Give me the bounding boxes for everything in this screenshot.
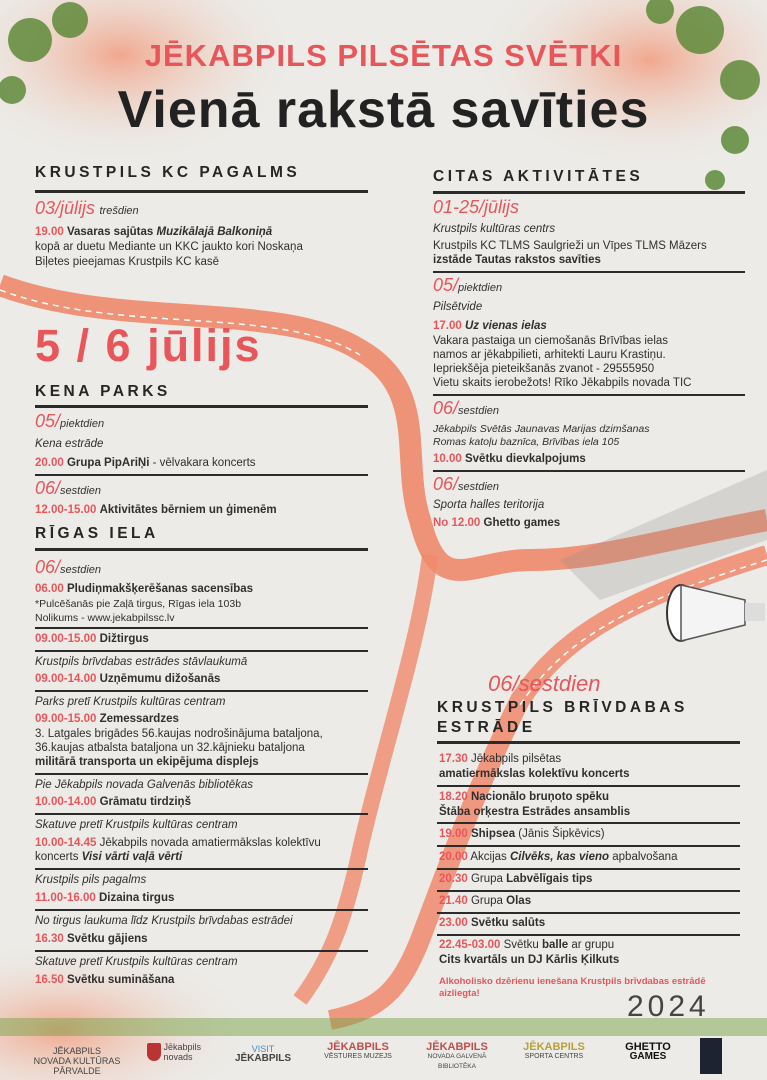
year: 2024 xyxy=(627,990,710,1023)
rigas-e5-place: Pie Jēkabpils novada Galvenās bibliotēkas xyxy=(35,779,253,791)
estrade-e8: 22.45-03.00 Svētku balle ar grupu xyxy=(439,939,615,951)
citas-d3-event: 10.00 Svētku dievkalpojums xyxy=(433,453,586,465)
estrade-e1: 17.30 Jēkabpils pilsētas xyxy=(439,753,562,765)
divider xyxy=(35,690,368,692)
divider xyxy=(35,627,368,629)
estrade-date: 06/sestdien xyxy=(488,671,601,696)
estrade-e4: 20.00 Akcijas Cilvēks, kas vieno apbalvošana xyxy=(439,851,678,863)
section-title-citas: CITAS AKTIVITĀTES xyxy=(433,168,644,185)
estrade-e6: 21.40 Grupa Olas xyxy=(439,895,532,907)
kena-d2-event: 12.00-15.00 Aktivitātes bērniem un ģimenēm xyxy=(35,504,277,516)
divider xyxy=(437,822,740,824)
estrade-title-1: KRUSTPILS BRĪVDABAS xyxy=(437,699,688,716)
kena-d1-place: Kena estrāde xyxy=(35,438,104,450)
divider xyxy=(437,785,740,787)
divider xyxy=(35,474,368,476)
logo-ghetto-games: GHETTO GAMES xyxy=(625,1041,671,1062)
coat-of-arms-icon xyxy=(147,1043,161,1061)
rigas-date: 06/sestdien xyxy=(35,557,102,577)
citas-d2-l3: namos ar jēkabpilieti, arhitekti Lauru Krastiņu. xyxy=(433,349,666,361)
logo-jekabpils-novads: Jēkabpils novads xyxy=(134,1042,214,1062)
rigas-e1-l3: Nolikums - www.jekabpilssc.lv xyxy=(35,612,175,624)
rigas-e4-l3: 36.kaujas atbalsta bataljona un 32.kājnieku bataljona xyxy=(35,742,305,754)
rigas-e1-l2: *Pulcēšanās pie Zaļā tirgus, Rīgas iela 103b xyxy=(35,598,242,610)
rigas-e4-l4: militārā transporta un ekipējuma displejs xyxy=(35,756,259,768)
estrade-e1-l2: amatiermākslas kolektīvu koncerts xyxy=(439,768,630,780)
divider xyxy=(35,868,368,870)
divider xyxy=(433,271,745,273)
divider xyxy=(437,934,740,936)
rigas-e3-place: Krustpils brīvdabas estrādes stāvlaukumā xyxy=(35,656,248,668)
rigas-e7: 11.00-16.00 Dizaina tirgus xyxy=(35,892,175,904)
estrade-e2: 18.20 Nacionālo bruņoto spēku xyxy=(439,791,609,803)
citas-d4-place: Sporta halles teritorija xyxy=(433,499,545,511)
citas-d2-l2: Vakara pastaiga un ciemošanās Brīvības ielas xyxy=(433,335,669,347)
rigas-e8-place: No tirgus laukuma līdz Krustpils brīvdabas estrādei xyxy=(35,915,293,927)
logo-sporta-centrs: JĒKABPILS SPORTA CENTRS xyxy=(523,1041,585,1060)
warning-line-2: aizliegta! xyxy=(439,988,480,999)
divider xyxy=(437,741,740,744)
citas-d2-l5: Vietu skaits ierobežots! Rīko Jēkabpils novada TIC xyxy=(433,377,692,389)
rigas-e4: 09.00-15.00 Zemessardzes xyxy=(35,713,179,725)
logo-vestures-muzejs: JĒKABPILS VĒSTURES MUZEJS xyxy=(324,1041,392,1060)
divider xyxy=(35,773,368,775)
divider xyxy=(433,470,745,472)
estrade-e2-l2: Štāba orķestra Estrādes ansamblis xyxy=(439,806,631,818)
rigas-e7-place: Krustpils pils pagalms xyxy=(35,874,147,886)
citas-l1: Krustpils KC TLMS Saulgrieži un Vīpes TLMS Māzers xyxy=(433,240,707,252)
rigas-e6-l2: koncerts Visi vārti vaļā vērti xyxy=(35,851,183,863)
citas-d4: 06/sestdien xyxy=(433,474,500,494)
section-title-rigas: RĪGAS IELA xyxy=(35,525,159,542)
kc-day: trešdien xyxy=(99,205,139,217)
rigas-e1: 06.00 Pludiņmakšķerēšanas sacensības xyxy=(35,583,254,595)
estrade-title-2: ESTRĀDE xyxy=(437,719,536,736)
divider xyxy=(433,394,745,396)
rigas-e9: 16.50 Svētku sumināšana xyxy=(35,974,175,986)
kc-line3: Biļetes pieejamas Krustpils KC kasē xyxy=(35,256,220,268)
kc-date-row xyxy=(35,198,139,219)
rigas-e2: 09.00-15.00 Dižtirgus xyxy=(35,633,149,645)
divider xyxy=(35,909,368,911)
kena-d2: 06/sestdien xyxy=(35,478,102,498)
divider xyxy=(35,548,368,551)
estrade-e7: 23.00 Svētku salūts xyxy=(439,917,546,929)
citas-d2-event: 17.00 Uz vienas ielas xyxy=(433,320,547,332)
rigas-e3: 09.00-14.00 Uzņēmumu dižošanās xyxy=(35,673,221,685)
rigas-e4-place: Parks pretī Krustpils kultūras centram xyxy=(35,696,226,708)
citas-d2: 05/piektdien xyxy=(433,275,503,295)
estrade-e3: 19.00 Shipsea (Jānis Šipkēvics) xyxy=(439,828,605,840)
logo-galvena-biblioteka: JĒKABPILS NOVADA GALVENĀ BIBLIOTĒKA xyxy=(426,1041,488,1070)
divider xyxy=(35,190,368,193)
divider xyxy=(35,950,368,952)
kc-date: 03/jūlijs xyxy=(35,198,96,218)
rigas-e5: 10.00-14.00 Grāmatu tirdziņš xyxy=(35,796,191,808)
logo-badge xyxy=(700,1038,722,1074)
warning-line-1: Alkoholisko dzērienu ienešana Krustpils brīvdabas estrādē xyxy=(439,976,706,987)
kc-line2: kopā ar duetu Mediante un KKC jaukto kori Noskaņa xyxy=(35,241,303,253)
divider xyxy=(437,890,740,892)
citas-date: 01-25/jūlijs xyxy=(433,197,520,217)
estrade-e5: 20.30 Grupa Labvēlīgais tips xyxy=(439,873,593,885)
citas-d3-place1: Jēkabpils Svētās Jaunavas Marijas dzimšanas xyxy=(433,423,650,435)
citas-d4-event: No 12.00 Ghetto games xyxy=(433,517,561,529)
divider xyxy=(437,845,740,847)
rigas-e4-l2: 3. Latgales brigādes 56.kaujas nodrošinājuma bataljona, xyxy=(35,728,323,740)
logo-visit-jekabpils: VISIT JĒKABPILS xyxy=(234,1044,292,1064)
citas-d2-l4: Iepriekšēja pieteikšanās zvanot - 29555950 xyxy=(433,363,655,375)
section-title-kc: KRUSTPILS KC PAGALMS xyxy=(35,164,301,181)
citas-place: Krustpils kultūras centrs xyxy=(433,223,556,235)
partner-logos xyxy=(0,1036,767,1080)
kena-d1-event: 20.00 Grupa PipAriŅi - vēlvakara koncerts xyxy=(35,457,256,469)
festival-title: JĒKABPILS PILSĒTAS SVĒTKI xyxy=(144,38,623,73)
main-dates: 5 / 6 jūlijs xyxy=(35,320,262,371)
divider xyxy=(433,191,745,194)
citas-d3: 06/sestdien xyxy=(433,398,500,418)
rigas-e6: 10.00-14.45 Jēkabpils novada amatiermākslas kolektīvu xyxy=(35,837,321,849)
kc-event: 19.00 Vasaras sajūtas Muzikālajā Balkoniņā xyxy=(35,226,273,238)
festival-slogan: Vienā rakstā savīties xyxy=(117,81,650,139)
divider xyxy=(35,405,368,408)
kena-d1: 05/piektdien xyxy=(35,411,105,431)
citas-d3-place2: Romas katoļu baznīca, Brīvības iela 105 xyxy=(433,436,620,448)
divider xyxy=(437,868,740,870)
citas-d2-place: Pilsētvide xyxy=(433,301,483,313)
rigas-e9-place: Skatuve pretī Krustpils kultūras centram xyxy=(35,956,238,968)
citas-l2: izstāde Tautas rakstos savīties xyxy=(433,254,601,266)
divider xyxy=(437,912,740,914)
divider xyxy=(35,813,368,815)
rigas-e8: 16.30 Svētku gājiens xyxy=(35,933,148,945)
logo-kulturas-parvalde: JĒKABPILS NOVADA KULTŪRAS PĀRVALDE xyxy=(33,1046,121,1076)
section-title-kena: KENA PARKS xyxy=(35,383,171,400)
estrade-e8-l2: Cits kvartāls un DJ Kārlis Ķilkuts xyxy=(439,954,620,966)
divider xyxy=(35,650,368,652)
rigas-e6-place: Skatuve pretī Krustpils kultūras centram xyxy=(35,819,238,831)
